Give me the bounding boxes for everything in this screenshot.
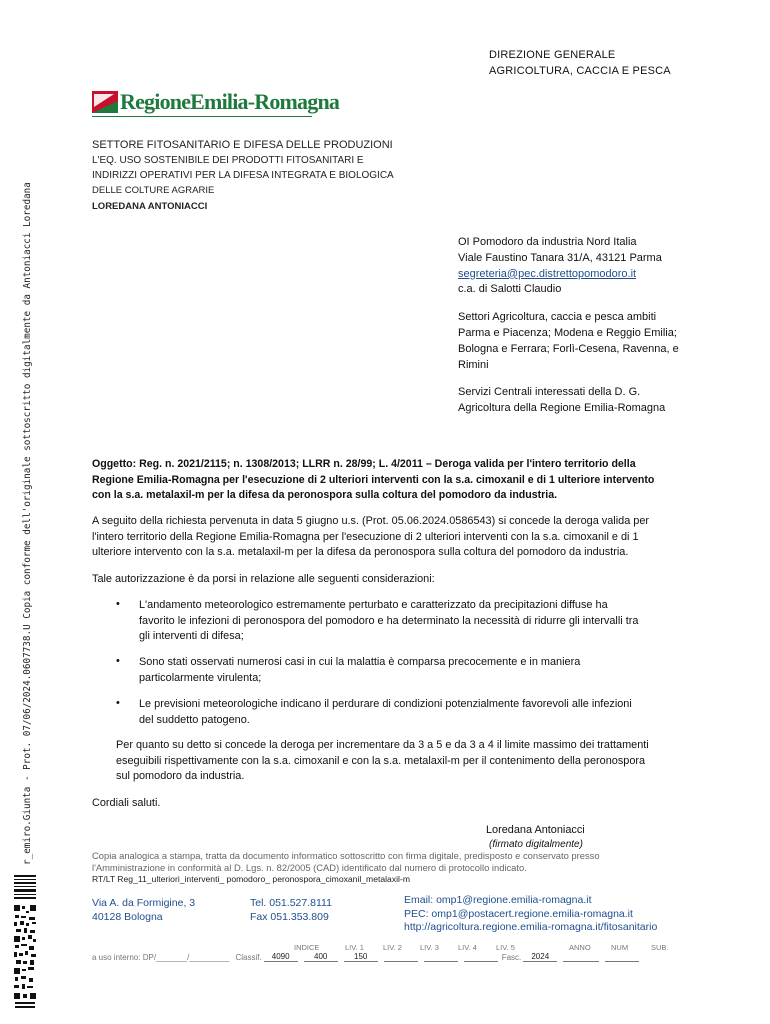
- regione-flag-icon: [92, 91, 118, 113]
- liv1-value: 400: [304, 952, 338, 962]
- regione-logo: [92, 91, 339, 113]
- fax-number: Fax 051.353.809: [250, 910, 329, 923]
- label-liv2: LIV. 2: [383, 943, 402, 952]
- address-line-1: Via A. da Formigine, 3: [92, 897, 196, 909]
- recipient-1-line-1: OI Pomodoro da industria Nord Italia: [458, 236, 637, 248]
- label-indice: INDICE: [294, 943, 320, 952]
- document-reference: RT/LT Reg_11_ulteriori_interventi_ pomodoro_ peronospora_cimoxanil_metalaxil-m: [92, 874, 410, 884]
- recipient-1-email-link[interactable]: segreteria@pec.distrettopomodoro.it: [458, 267, 637, 280]
- paragraph-1-line-1: A seguito della richiesta pervenuta in data 5 giugno u.s. (Prot. 05.06.2024.0586543) si concede la deroga valida per: [92, 515, 650, 527]
- oggetto-block: [92, 457, 702, 504]
- bullet-1-line-3: gli interventi di difesa;: [139, 630, 244, 642]
- recipient-3-line-2: Agricoltura della Regione Emilia-Romagna: [458, 402, 666, 415]
- signature-note: (firmato digitalmente): [489, 839, 583, 850]
- bullet-1-line-1: L'andamento meteorologico estremamente perturbato e caratterizzato da precipitazioni diffuse ha: [139, 599, 608, 611]
- signature-name: Loredana Antoniacci: [486, 824, 585, 836]
- recipient-2-line-3: Bologna e Ferrara; Forlì-Cesena, Ravenna, e: [458, 342, 679, 355]
- num-value: [563, 961, 599, 962]
- copy-notice-line-1: Copia analogica a stampa, tratta da documento informatico sottoscritto con firma digitale, predisposto e conservato presso: [92, 850, 600, 861]
- label-liv3: LIV. 3: [420, 943, 439, 952]
- recipients-block: [458, 235, 698, 417]
- recipient-1-line-4: c.a. di Salotti Claudio: [458, 283, 562, 296]
- paragraph-1: [92, 514, 702, 561]
- recipient-3-line-1: Servizi Centrali interessati della D. G.: [458, 386, 641, 399]
- address-line-2: 40128 Bologna: [92, 910, 163, 923]
- paragraph-2: Tale autorizzazione è da porsi in relazione alle seguenti considerazioni:: [92, 573, 435, 585]
- recipient-2-line-1: Settori Agricoltura, caccia e pesca ambiti: [458, 311, 657, 324]
- paragraph-3: [116, 738, 701, 785]
- paragraph-3-line-3: sul pomodoro da industria.: [116, 770, 245, 782]
- bullet-3-line-1: Le previsioni meteorologiche indicano il perdurare di condizioni potenzialmente favorevoli alle infezioni: [139, 698, 632, 710]
- label-liv4: LIV. 4: [458, 943, 477, 952]
- direzione-line-1: DIREZIONE GENERALE: [489, 49, 616, 61]
- barcode-icon: [12, 875, 38, 1015]
- uso-interno-label: a uso interno: DP/_______/_________: [92, 953, 230, 962]
- bullet-3: [139, 697, 699, 728]
- website-link[interactable]: http://agricoltura.regione.emilia-romagna.it/fitosanitario: [404, 921, 658, 933]
- bullet-1-line-2: favorito le infezioni di peronospora del pomodoro e ha determinato la necessità di ridurre gli intervalli tra: [139, 614, 639, 627]
- bullet-1-marker: •: [116, 598, 120, 610]
- classification-row: [92, 952, 639, 962]
- copy-notice: [92, 850, 702, 874]
- direzione-generale-heading: [489, 47, 671, 79]
- bullet-2-marker: •: [116, 655, 120, 667]
- classif-label: Classif.: [235, 953, 262, 962]
- bullet-2: [139, 655, 699, 686]
- liv5-value: [464, 961, 498, 962]
- settore-line-1: SETTORE FITOSANITARIO E DIFESA DELLE PRODUZIONI: [92, 139, 393, 151]
- footer-phone: [250, 897, 332, 924]
- direzione-line-2: AGRICOLTURA, CACCIA E PESCA: [489, 65, 671, 77]
- logo-underline: [92, 116, 312, 117]
- label-anno: ANNO: [569, 943, 591, 952]
- paragraph-3-line-1: Per quanto su detto si concede la deroga per incrementare da 3 a 5 e da 3 a 4 il limite massimo dei trattamenti: [116, 739, 649, 751]
- settore-line-3: INDIRIZZI OPERATIVI PER LA DIFESA INTEGRATA E BIOLOGICA: [92, 170, 394, 181]
- email-link[interactable]: Email: omp1@regione.emilia-romagna.it: [404, 894, 592, 906]
- oggetto-line-3: con la s.a. metalaxil-m per la difesa da peronospora sulla coltura del pomodoro da industria.: [92, 489, 558, 501]
- liv4-value: [424, 961, 458, 962]
- sub-value: [605, 961, 639, 962]
- bullet-3-marker: •: [116, 697, 120, 709]
- label-liv5: LIV. 5: [496, 943, 515, 952]
- fasc-label: Fasc.: [501, 953, 522, 962]
- oggetto-line-2: Regione Emilia-Romagna per l'esecuzione di 2 ulteriori interventi con la s.a. cimoxanil e di 1 ulteriore intervento: [92, 473, 655, 486]
- recipient-2-line-2: Parma e Piacenza; Modena e Reggio Emilia;: [458, 326, 677, 339]
- footer-contacts: [404, 894, 657, 935]
- label-sub: SUB.: [651, 943, 669, 952]
- liv3-value: [384, 961, 418, 962]
- bullet-2-line-2: particolarmente virulenta;: [139, 671, 262, 684]
- logo-text: RegioneEmilia-Romagna: [120, 89, 340, 114]
- settore-block: [92, 137, 394, 216]
- bullet-2-line-1: Sono stati osservati numerosi casi in cui la malattia è comparsa precocemente e in maniera: [139, 656, 581, 668]
- label-liv1: LIV. 1: [345, 943, 364, 952]
- footer-address: [92, 897, 195, 924]
- settore-line-2: L'EQ. USO SOSTENIBILE DEI PRODOTTI FITOSANITARI E: [92, 155, 364, 166]
- bullet-1: [139, 598, 699, 645]
- paragraph-1-line-3: ulteriore intervento con la s.a. metalaxil-m per la difesa da peronospora sulla coltura del pomodoro da industria.: [92, 546, 629, 558]
- recipient-1-line-2: Viale Faustino Tanara 31/A, 43121 Parma: [458, 251, 662, 264]
- paragraph-1-line-2: l'intero territorio della Regione Emilia-Romagna per l'esecuzione di 2 ulteriori interventi con la s.a. cimoxanil e di 1: [92, 530, 639, 543]
- bullet-3-line-2: del suddetto patogeno.: [139, 713, 250, 726]
- anno-value: 2024: [523, 952, 557, 962]
- paragraph-3-line-2: eseguibili rispettivamente con la s.a. cimoxanil e con la s.a. metalaxil-m per il contenimento della peronospora: [116, 754, 646, 767]
- indice-value: 4090: [264, 952, 298, 962]
- responsabile-name: LOREDANA ANTONIACCI: [92, 201, 208, 212]
- oggetto-line-1: Oggetto: Reg. n. 2021/2115; n. 1308/2013; LLRR n. 28/99; L. 4/2011 – Deroga valida per l'intero territorio della: [92, 458, 636, 470]
- closing: Cordiali saluti.: [92, 797, 161, 809]
- recipient-2-line-4: Rimini: [458, 358, 489, 371]
- protocol-sidebar-text: r_emiro.Giunta - Prot. 07/06/2024.0607738.U Copia conforme dell'originale sottoscritto digitalmente da Antoniacci Loredana: [22, 182, 33, 865]
- tel-number: Tel. 051.527.8111: [250, 897, 332, 909]
- copy-notice-line-2: l'Amministrazione in conformità al D. Lgs. n. 82/2005 (CAD) identificato dal numero di protocollo indicato.: [92, 862, 527, 873]
- settore-line-4: DELLE COLTURE AGRARIE: [92, 185, 215, 196]
- liv2-value: 150: [344, 952, 378, 962]
- label-num: NUM: [611, 943, 629, 952]
- pec-link[interactable]: PEC: omp1@postacert.regione.emilia-romagna.it: [404, 907, 633, 920]
